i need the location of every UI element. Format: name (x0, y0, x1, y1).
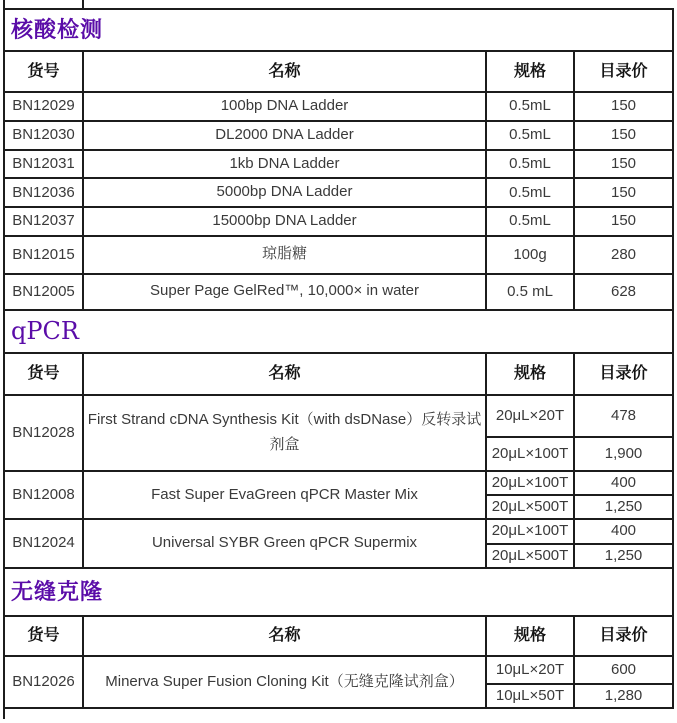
column-header-0: 货号 (4, 51, 83, 92)
product-spec: 20μL×20T (486, 395, 574, 437)
table-row (4, 236, 673, 274)
product-spec: 0.5mL (486, 178, 574, 207)
table-row (4, 519, 673, 543)
product-price: 150 (574, 207, 673, 236)
product-name: Fast Super EvaGreen qPCR Master Mix (83, 471, 486, 520)
table-row (4, 274, 673, 310)
product-code: BN12005 (4, 274, 83, 310)
product-name: Universal SYBR Green qPCR Supermix (83, 519, 486, 568)
product-spec: 0.5 mL (486, 274, 574, 310)
product-price: 400 (574, 471, 673, 495)
table-row (4, 178, 673, 207)
price-list-page (3, 0, 674, 719)
remnant-column-border (82, 0, 84, 8)
product-code: BN12037 (4, 207, 83, 236)
product-spec: 0.5mL (486, 207, 574, 236)
product-price: 150 (574, 121, 673, 150)
section-table-seamless-cloning (3, 567, 674, 709)
table-row (4, 150, 673, 179)
table-row (4, 656, 673, 684)
product-name: 15000bp DNA Ladder (83, 207, 486, 236)
table-bottom-remnant (3, 709, 674, 719)
column-header-2: 规格 (486, 616, 574, 656)
product-code: BN12031 (4, 150, 83, 179)
product-name: 5000bp DNA Ladder (83, 178, 486, 207)
column-header-0: 货号 (4, 616, 83, 656)
product-price: 478 (574, 395, 673, 437)
table-row (4, 92, 673, 121)
remnant-left-border (3, 0, 5, 8)
product-name: DL2000 DNA Ladder (83, 121, 486, 150)
product-price: 1,280 (574, 684, 673, 708)
product-price: 150 (574, 150, 673, 179)
remnant-left-border (3, 709, 5, 719)
column-header-1: 名称 (83, 616, 486, 656)
product-price: 150 (574, 178, 673, 207)
table-top-remnant (3, 0, 674, 8)
product-code: BN12028 (4, 395, 83, 471)
product-price: 600 (574, 656, 673, 684)
column-header-2: 规格 (486, 353, 574, 395)
table-row (4, 121, 673, 150)
product-code: BN12030 (4, 121, 83, 150)
product-code: BN12029 (4, 92, 83, 121)
product-name: First Strand cDNA Synthesis Kit（with dsDNase）反转录试剂盒 (83, 395, 486, 471)
product-name: Minerva Super Fusion Cloning Kit（无缝克隆试剂盒） (83, 656, 486, 708)
section-table-qpcr (3, 309, 674, 569)
product-spec: 0.5mL (486, 150, 574, 179)
column-header-3: 目录价 (574, 51, 673, 92)
column-header-1: 名称 (83, 353, 486, 395)
column-header-3: 目录价 (574, 616, 673, 656)
section-title: 无缝克隆 (4, 568, 673, 616)
product-price: 1,250 (574, 544, 673, 568)
table-row (4, 395, 673, 437)
product-code: BN12008 (4, 471, 83, 520)
column-header-2: 规格 (486, 51, 574, 92)
product-spec: 10μL×20T (486, 656, 574, 684)
product-code: BN12024 (4, 519, 83, 568)
product-spec: 10μL×50T (486, 684, 574, 708)
product-spec: 0.5mL (486, 92, 574, 121)
column-header-3: 目录价 (574, 353, 673, 395)
product-name: Super Page GelRed™, 10,000× in water (83, 274, 486, 310)
product-spec: 20μL×100T (486, 471, 574, 495)
product-price: 1,900 (574, 437, 673, 471)
product-name: 1kb DNA Ladder (83, 150, 486, 179)
product-code: BN12026 (4, 656, 83, 708)
product-price: 400 (574, 519, 673, 543)
product-spec: 0.5mL (486, 121, 574, 150)
product-code: BN12036 (4, 178, 83, 207)
section-title: qPCR (4, 310, 673, 353)
table-row (4, 207, 673, 236)
column-header-0: 货号 (4, 353, 83, 395)
product-spec: 20μL×100T (486, 437, 574, 471)
product-price: 150 (574, 92, 673, 121)
product-name: 100bp DNA Ladder (83, 92, 486, 121)
section-title: 核酸检测 (4, 9, 673, 51)
product-code: BN12015 (4, 236, 83, 274)
product-price: 280 (574, 236, 673, 274)
product-spec: 100g (486, 236, 574, 274)
product-spec: 20μL×500T (486, 544, 574, 568)
product-price: 628 (574, 274, 673, 310)
table-row (4, 471, 673, 495)
product-price: 1,250 (574, 495, 673, 519)
column-header-1: 名称 (83, 51, 486, 92)
product-spec: 20μL×100T (486, 519, 574, 543)
product-name: 琼脂糖 (83, 236, 486, 274)
product-spec: 20μL×500T (486, 495, 574, 519)
section-table-nucleic-acid-detection (3, 8, 674, 311)
